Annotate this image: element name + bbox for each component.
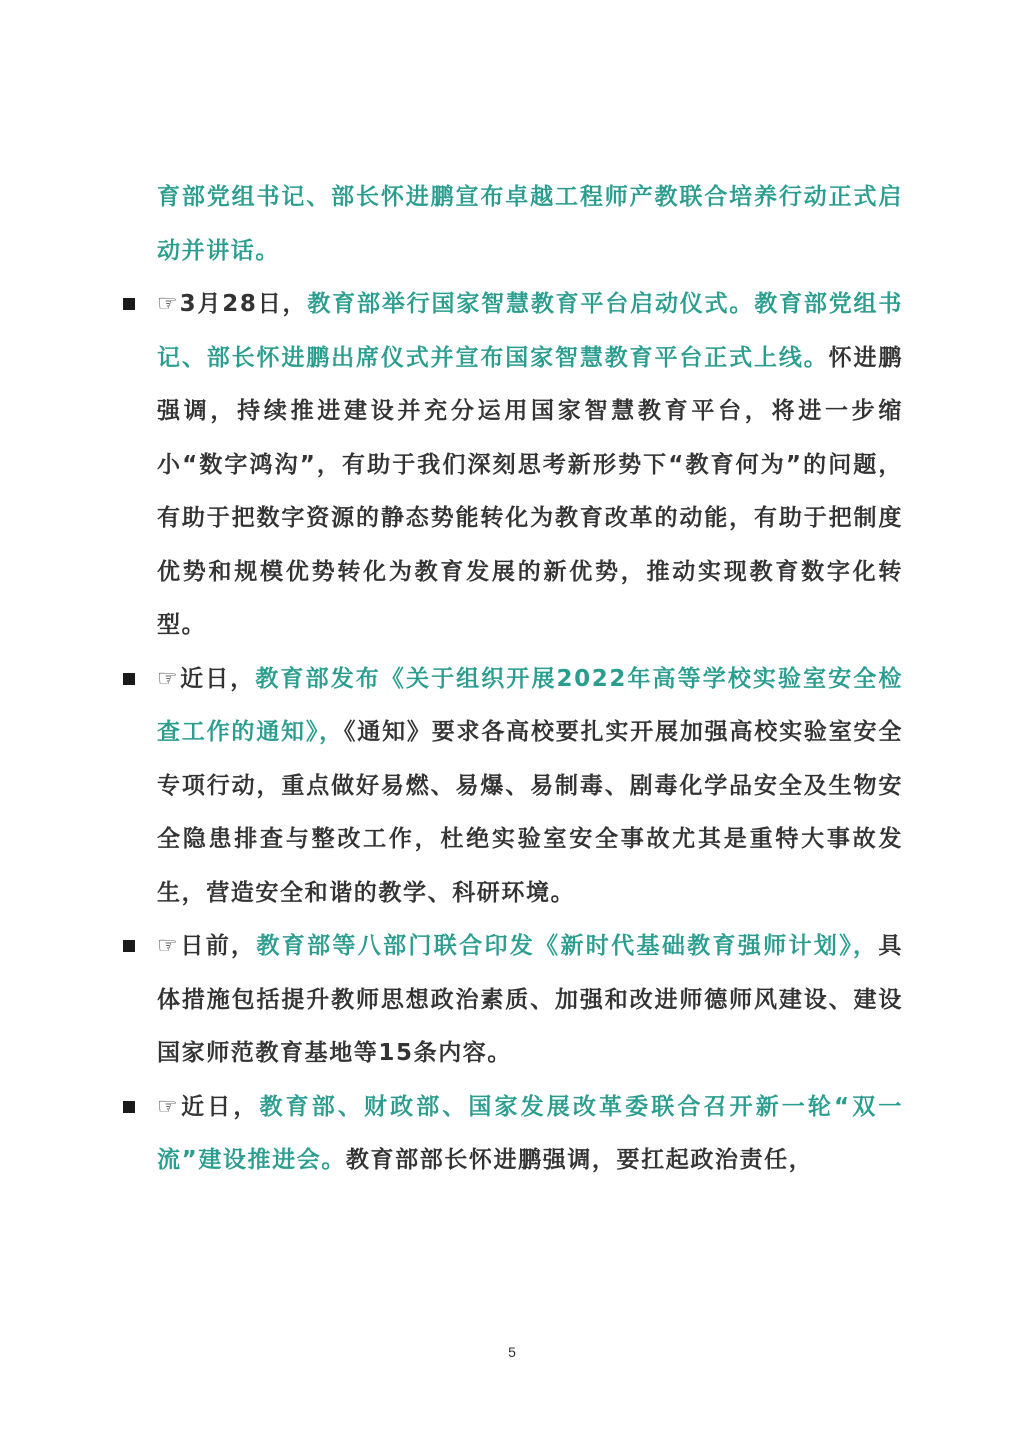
pointing-hand-icon: ☞: [157, 1093, 178, 1120]
news-item-3: [157, 920, 903, 1081]
news-item-1-date: 3月28日，: [179, 291, 308, 317]
pointing-hand-icon: ☞: [157, 933, 178, 959]
news-item-2-body: 《通知》要求各高校要扎实开展加强高校实验室安全专项行动，重点做好易燃、易爆、易制毒、剧毒化学品安全及生物安全隐患排查与整改工作，杜绝实验室安全事故尤其是重特大事故发生，营造安全和谐的教学、科研环境。: [157, 719, 903, 906]
square-bullet-icon: [123, 298, 135, 310]
continuation-paragraph: [157, 171, 903, 278]
news-content: [157, 171, 903, 1188]
news-item-3-date: 日前，: [179, 933, 257, 959]
news-item-2: [157, 653, 903, 921]
news-item-2-highlight: 教育部发布《关于组织开展2022年高等学校实验室安全检查工作的通知》，: [157, 665, 903, 745]
news-item-2-date: 近日，: [179, 665, 256, 692]
square-bullet-icon: [123, 1101, 135, 1113]
news-item-4-highlight: 教育部、财政部、国家发展改革委联合召开新一轮“双一流”建设推进会。: [157, 1093, 903, 1173]
news-item-3-body: 具体措施包括提升教师思想政治素质、加强和改进师德师风建设、建设国家师范教育基地等15条内容。: [157, 933, 903, 1066]
square-bullet-icon: [123, 673, 135, 685]
news-item-3-highlight: 教育部等八部门联合印发《新时代基础教育强师计划》，: [256, 933, 879, 959]
news-item-4: [157, 1081, 903, 1188]
news-item-4-date: 近日，: [179, 1093, 260, 1120]
news-item-1: [157, 278, 903, 653]
pointing-hand-icon: ☞: [157, 291, 178, 317]
news-item-4-body: 教育部部长怀进鹏强调，要扛起政治责任，: [345, 1147, 814, 1173]
square-bullet-icon: [123, 940, 135, 952]
pointing-hand-icon: ☞: [157, 665, 178, 692]
news-item-1-highlight: 教育部举行国家智慧教育平台启动仪式。教育部党组书记、部长怀进鹏出席仪式并宣布国家智慧教育平台正式上线。: [157, 291, 903, 371]
news-item-1-body: 怀进鹏强调，持续推进建设并充分运用国家智慧教育平台，将进一步缩小“数字鸿沟”，有助于我们深刻思考新形势下“教育何为”的问题，有助于把数字资源的静态势能转化为教育改革的动能，有助于把制度优势和规模优势转化为教育发展的新优势，推动实现教育数字化转型。: [157, 344, 903, 638]
page-number: 5: [508, 1344, 516, 1360]
continuation-highlight: 育部党组书记、部长怀进鹏宣布卓越工程师产教联合培养行动正式启动并讲话。: [157, 184, 903, 264]
